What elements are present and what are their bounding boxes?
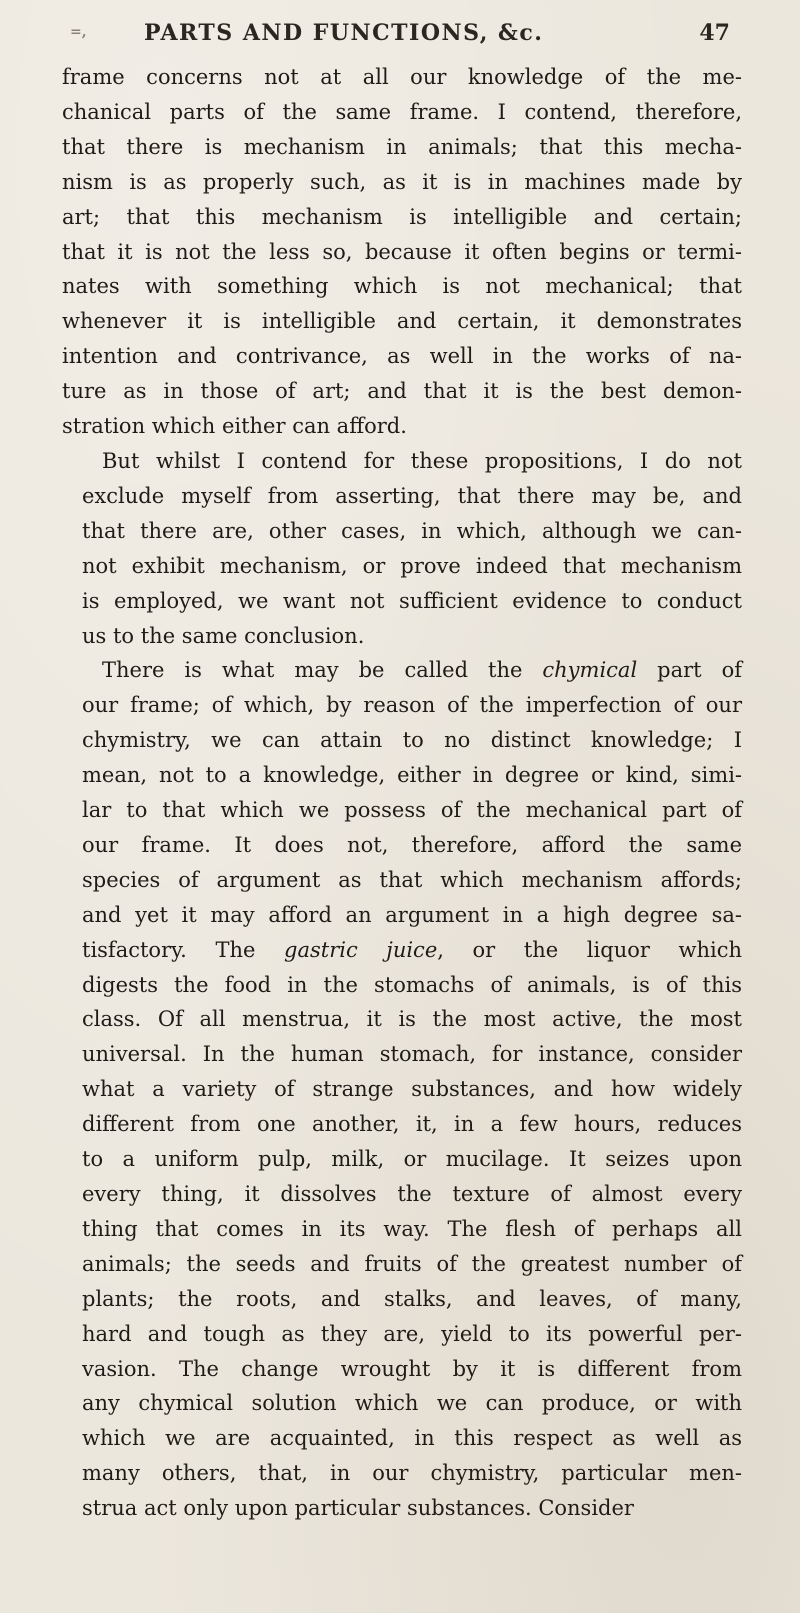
paragraph (62, 60, 742, 444)
text-line: that it is not the less so, because it often begins or termi- (62, 239, 742, 264)
text-line: thing that comes in its way. The flesh of perhaps all (82, 1216, 742, 1241)
text-line: whenever it is intelligible and certain, it demonstrates (62, 309, 742, 334)
text-line: which we are acquainted, in this respect as well as (82, 1426, 742, 1451)
text-line: chymistry, we can attain to no distinct knowledge; I (82, 728, 742, 753)
text-line: There is what may be called the chymical part of (102, 658, 742, 683)
text-line: is employed, we want not sufficient evidence to conduct (82, 588, 742, 613)
running-title: PARTS AND FUNCTIONS, &c. (144, 20, 544, 46)
text-line: digests the food in the stomachs of animals, is of this (82, 972, 742, 997)
text-line: ture as in those of art; and that it is the best demon- (62, 379, 742, 404)
text-line: our frame. It does not, therefore, afford the same (82, 832, 742, 857)
text-line: different from one another, it, in a few hours, reduces (82, 1112, 742, 1137)
text-line: to a uniform pulp, milk, or mucilage. It seizes upon (82, 1147, 742, 1172)
text-line: lar to that which we possess of the mechanical part of (82, 798, 742, 823)
text-line: intention and contrivance, as well in the works of na- (62, 344, 742, 369)
text-line: species of argument as that which mechanism affords; (82, 867, 742, 892)
paragraph (62, 444, 742, 653)
text-line: any chymical solution which we can produce, or with (82, 1391, 742, 1416)
text-line: plants; the roots, and stalks, and leaves, of many, (82, 1286, 742, 1311)
text-line: frame concerns not at all our knowledge of the me- (62, 65, 742, 89)
text-line: vasion. The change wrought by it is different from (82, 1356, 742, 1381)
text-line: hard and tough as they are, yield to its powerful per- (82, 1321, 742, 1346)
text-line: animals; the seeds and fruits of the greatest number of (82, 1251, 742, 1276)
text-line: many others, that, in our chymistry, particular men- (82, 1461, 742, 1486)
page-number: 47 (699, 20, 730, 46)
text-line: our frame; of which, by reason of the imperfection of our (82, 693, 742, 718)
text-line: nates with something which is not mechanical; that (62, 274, 742, 299)
text-line: art; that this mechanism is intelligible and certain; (62, 204, 742, 229)
page-header (60, 16, 760, 56)
text-line: chanical parts of the same frame. I contend, therefore, (62, 99, 742, 124)
text-line: us to the same conclusion. (82, 623, 365, 648)
text-line: and yet it may afford an argument in a high degree sa- (82, 902, 742, 927)
text-line: not exhibit mechanism, or prove indeed that mechanism (82, 553, 742, 578)
text-line: nism is as properly such, as it is in machines made by (62, 169, 742, 194)
text-line: that there are, other cases, in which, although we can- (82, 518, 742, 543)
text-line: But whilst I contend for these propositions, I do not (102, 448, 742, 473)
body-text (62, 60, 742, 1526)
text-line: what a variety of strange substances, and how widely (82, 1077, 742, 1102)
text-line: universal. In the human stomach, for instance, consider (82, 1042, 742, 1067)
text-line: mean, not to a knowledge, either in degree or kind, simi- (82, 763, 742, 788)
text-line: strua act only upon particular substances. Consider (82, 1496, 634, 1521)
text-line: every thing, it dissolves the texture of almost every (82, 1182, 742, 1206)
paragraph (62, 653, 742, 1526)
text-line: stration which either can afford. (62, 414, 407, 439)
text-line: tisfactory. The gastric juice, or the liquor which (82, 937, 742, 962)
header-mark: =, (70, 24, 87, 40)
text-line: class. Of all menstrua, it is the most active, the most (82, 1007, 742, 1032)
text-line: that there is mechanism in animals; that this mecha- (62, 134, 742, 159)
text-line: exclude myself from asserting, that there may be, and (82, 483, 742, 508)
